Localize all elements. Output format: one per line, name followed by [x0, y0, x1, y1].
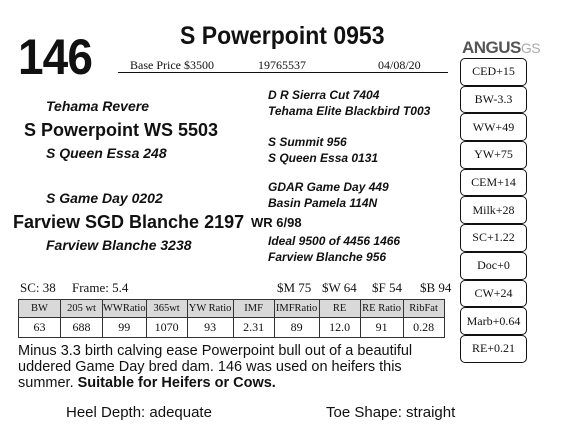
header-cell: RE Ratio [360, 300, 403, 318]
dam-sire: S Game Day 0202 [46, 190, 163, 206]
pedigree-line-6: Basin Pamela 114N [268, 196, 378, 210]
header-cell: BW [19, 300, 61, 318]
registration-number: 19765537 [258, 58, 306, 72]
value-cell: 12.0 [319, 318, 360, 338]
value-cell: 2.31 [233, 318, 274, 338]
header-cell: RibFat [403, 300, 444, 318]
header-cell: 205 wt [61, 300, 103, 318]
header-cell: RE [319, 300, 360, 318]
header-cell: 365wt [146, 300, 187, 318]
birth-date: 04/08/20 [378, 58, 421, 72]
value-cell: 688 [61, 318, 103, 338]
index-w: $W 64 [322, 280, 357, 295]
description-text: Minus 3.3 birth calving ease Powerpoint bull out of a beautiful uddered Game Day bred dam. 146 was used on heifers this summer. [18, 343, 413, 391]
epd-ww: WW+49 [460, 113, 527, 141]
epd-re: RE+0.21 [460, 335, 527, 363]
toe-shape: Toe Shape: straight [326, 404, 456, 421]
header-cell: IMF [233, 300, 274, 318]
pedigree-line-5: GDAR Game Day 449 [268, 180, 389, 194]
dam-dam: Farview Blanche 3238 [46, 237, 192, 253]
pedigree-line-7: Ideal 9500 of 4456 1466 [268, 234, 401, 248]
value-cell: 63 [19, 318, 61, 338]
sire: S Powerpoint WS 5503 [24, 120, 219, 140]
description [18, 343, 458, 391]
base-price: Base Price $3500 [130, 58, 214, 72]
epd-milk: Milk+28 [460, 196, 527, 224]
table-header-row [19, 300, 445, 318]
epd-yw: YW+75 [460, 141, 527, 169]
heel-depth: Heel Depth: adequate [66, 404, 212, 421]
header-cell: YW Ratio [187, 300, 233, 318]
pedigree-line-1: D R Sierra Cut 7404 [268, 88, 380, 102]
epd-bw: BW-3.3 [460, 86, 527, 114]
index-m: $M 75 [277, 280, 312, 295]
sire-dam: S Queen Essa 248 [46, 145, 167, 161]
epd-doc: Doc+0 [460, 252, 527, 280]
value-cell: 91 [360, 318, 403, 338]
epd-cw: CW+24 [460, 280, 527, 308]
measures-table [18, 299, 445, 338]
index-f: $F 54 [372, 280, 402, 295]
value-cell: 0.28 [403, 318, 444, 338]
bull-name: S Powerpoint 0953 [180, 22, 385, 50]
scrotal-circumference: SC: 38 [20, 280, 56, 295]
value-cell: 99 [103, 318, 147, 338]
description-emphasis: Suitable for Heifers or Cows. [77, 375, 276, 391]
pedigree-line-3: S Summit 956 [268, 135, 347, 149]
pedigree-line-2: Tehama Elite Blackbird T003 [268, 104, 431, 118]
frame-score: Frame: 5.4 [72, 280, 129, 295]
pedigree-line-4: S Queen Essa 0131 [268, 151, 379, 165]
lot-number: 146 [18, 29, 93, 85]
index-b: $B 94 [420, 280, 452, 295]
epd-column [460, 58, 527, 363]
sire-sire: Tehama Revere [46, 98, 149, 114]
epd-marb: Marb+0.64 [460, 307, 527, 335]
header-cell: IMFRatio [274, 300, 319, 318]
header-cell: WWRatio [103, 300, 147, 318]
pedigree-line-8: Farview Blanche 956 [268, 250, 387, 264]
dam-note: WR 6/98 [251, 215, 302, 230]
epd-sc: SC+1.22 [460, 224, 527, 252]
dam: Farview SGD Blanche 2197 [13, 212, 245, 232]
epd-ced: CED+15 [460, 58, 527, 86]
epd-cem: CEM+14 [460, 169, 527, 197]
value-cell: 1070 [146, 318, 187, 338]
value-cell: 89 [274, 318, 319, 338]
angus-logo: ANGUSGS [462, 38, 541, 57]
value-cell: 93 [187, 318, 233, 338]
table-row [19, 318, 445, 338]
